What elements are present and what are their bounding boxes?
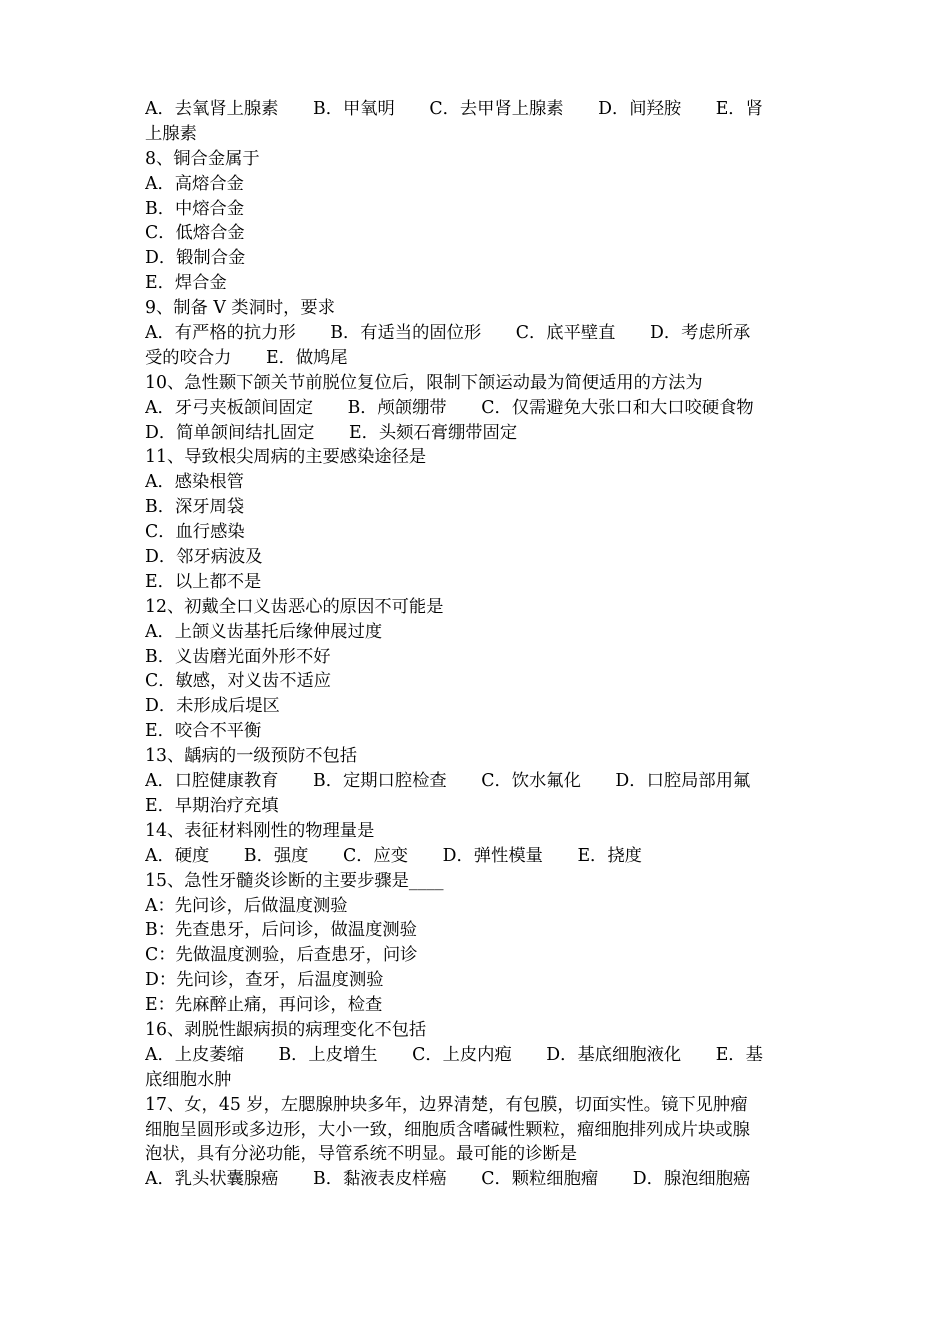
option-line: C．敏感，对义齿不适应 [145,671,332,692]
option-line: A．牙弓夹板颌间固定 B．颅颌绷带 C．仅需避免大张口和大口咬硬食物 [145,397,754,418]
question-8: 8、铜合金属于 [145,148,260,169]
option-line: A．有严格的抗力形 B．有适当的固位形 C．底平壁直 D．考虑所承 [145,323,751,344]
option-line: A．高熔合金 [145,173,244,194]
option-line: A：先问诊，后做温度测验 [145,895,348,916]
question-15: 15、急性牙髓炎诊断的主要步骤是____ [145,870,444,891]
question-13: 13、龋病的一级预防不包括 [145,746,358,767]
question-17-cont: 泡状，具有分泌功能，导管系统不明显。最可能的诊断是 [145,1144,578,1165]
option-line: C：先做温度测验，后查患牙，问诊 [145,945,418,966]
option-line: C．血行感染 [145,522,245,543]
option-line: A．感染根管 [145,472,244,493]
option-line: B．中熔合金 [145,198,245,219]
option-line: E．焊合金 [145,273,227,294]
option-line: 底细胞水肿 [145,1069,232,1090]
question-17: 17、女，45 岁，左腮腺肿块多年，边界清楚，有包膜，切面实性。镜下见肿瘤 [145,1094,748,1115]
question-14: 14、表征材料刚性的物理量是 [145,820,375,841]
question-9: 9、制备 V 类洞时，要求 [145,298,335,319]
option-line: D．未形成后堤区 [145,696,280,717]
option-line: E：先麻醉止痛，再问诊，检查 [145,995,383,1016]
option-line: A．口腔健康教育 B．定期口腔检查 C．饮水氟化 D．口腔局部用氟 [145,771,751,792]
option-line: 受的咬合力 E．做鸠尾 [145,347,348,368]
document-page [145,97,808,1192]
option-line: D．简单颌间结扎固定 E．头颏石膏绷带固定 [145,422,518,443]
option-line: B．深牙周袋 [145,497,245,518]
option-line: E．早期治疗充填 [145,795,279,816]
question-17-cont: 细胞呈圆形或多边形，大小一致，细胞质含嗜碱性颗粒，瘤细胞排列成片块或腺 [145,1119,750,1140]
option-line: A．硬度 B．强度 C．应变 D．弹性模量 E．挠度 [145,845,642,866]
option-line: B．义齿磨光面外形不好 [145,646,331,667]
option-line: D．邻牙病波及 [145,547,263,568]
option-line: E．咬合不平衡 [145,721,262,742]
option-line: D：先问诊，查牙，后温度测验 [145,970,384,991]
option-line: A．乳头状囊腺癌 B．黏液表皮样癌 C．颗粒细胞瘤 D．腺泡细胞癌 [145,1169,751,1190]
question-16: 16、剥脱性龈病损的病理变化不包括 [145,1019,427,1040]
question-11: 11、导致根尖周病的主要感染途径是 [145,447,427,468]
option-line: A．上颌义齿基托后缘伸展过度 [145,621,383,642]
option-line: D．锻制合金 [145,248,246,269]
question-10: 10、急性颞下颌关节前脱位复位后，限制下颌运动最为简便适用的方法为 [145,372,703,393]
option-line: E．以上都不是 [145,571,262,592]
text-line: A．去氧肾上腺素 B．甲氧明 C．去甲肾上腺素 D．间羟胺 E．肾 [145,99,763,119]
question-12: 12、初戴全口义齿恶心的原因不可能是 [145,596,444,617]
option-line: A．上皮萎缩 B．上皮增生 C．上皮内疱 D．基底细胞液化 E．基 [145,1044,763,1065]
option-line: C．低熔合金 [145,223,245,244]
text-line: 上腺素 [145,123,197,144]
option-line: B：先查患牙，后问诊，做温度测验 [145,920,417,941]
